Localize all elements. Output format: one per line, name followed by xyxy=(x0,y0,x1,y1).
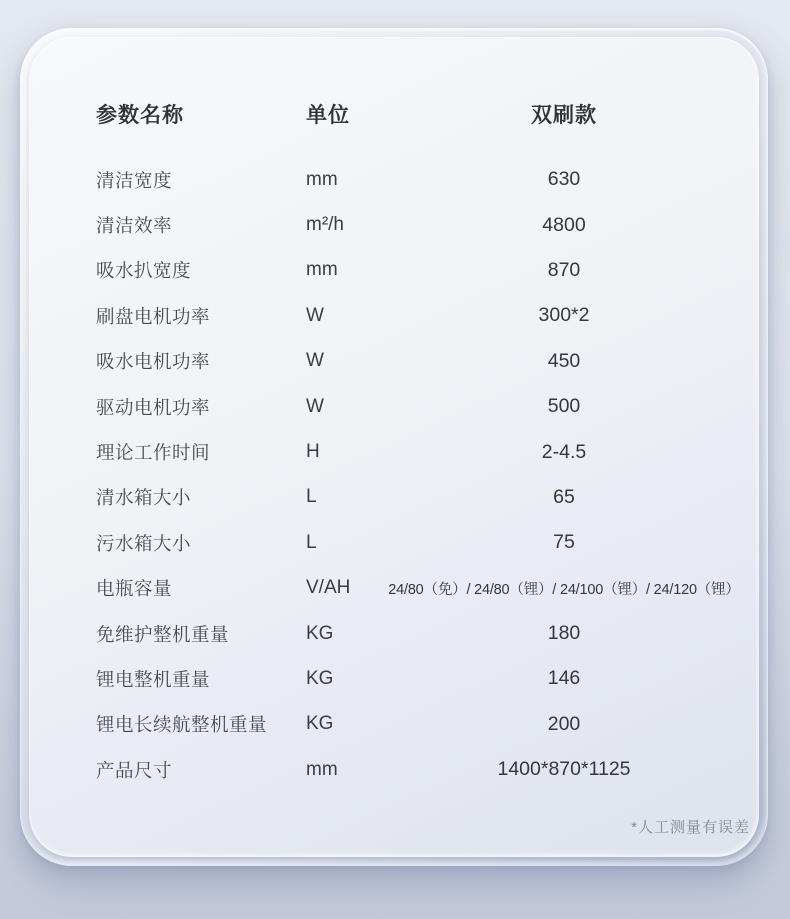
table-row xyxy=(96,520,750,565)
table-row xyxy=(96,339,750,384)
table-row xyxy=(96,702,750,747)
value-cell: 24/80（免）/ 24/80（锂）/ 24/100（锂）/ 24/120（锂） xyxy=(388,581,740,598)
unit-cell: KG xyxy=(306,622,334,644)
param-name-cell: 驱动电机功率 xyxy=(96,396,211,418)
value-cell: 65 xyxy=(553,485,575,508)
spec-card xyxy=(29,37,759,857)
value-cell: 630 xyxy=(547,168,581,191)
table-row xyxy=(96,611,750,656)
unit-cell: L xyxy=(306,486,317,508)
value-cell: 146 xyxy=(547,667,581,690)
unit-cell: W xyxy=(306,350,324,372)
value-cell: 2-4.5 xyxy=(541,440,587,463)
param-name-cell: 理论工作时间 xyxy=(96,442,211,464)
unit-cell: mm xyxy=(306,758,338,780)
param-name-cell: 清水箱大小 xyxy=(96,487,192,509)
param-name-cell: 锂电整机重量 xyxy=(96,668,211,690)
unit-cell: L xyxy=(306,531,317,553)
table-row xyxy=(96,429,750,474)
param-name-cell: 免维护整机重量 xyxy=(96,623,230,645)
param-name-cell: 电瓶容量 xyxy=(96,578,173,600)
table-row xyxy=(96,293,750,338)
header-model: 双刷款 xyxy=(531,104,597,127)
unit-cell: V/AH xyxy=(306,577,351,599)
table-row xyxy=(96,656,750,701)
param-name-cell: 吸水扒宽度 xyxy=(96,260,192,282)
header-unit: 单位 xyxy=(306,104,350,127)
table-row xyxy=(96,202,750,247)
value-cell: 75 xyxy=(553,531,575,554)
table-row xyxy=(96,566,750,611)
param-name-cell: 吸水电机功率 xyxy=(96,351,211,373)
table-row xyxy=(96,747,750,792)
value-cell: 450 xyxy=(547,349,581,372)
value-cell: 200 xyxy=(547,712,581,735)
param-name-cell: 污水箱大小 xyxy=(96,532,192,554)
value-cell: 180 xyxy=(547,622,581,645)
param-name-cell: 锂电长续航整机重量 xyxy=(96,714,268,736)
value-cell: 500 xyxy=(547,395,581,418)
table-row xyxy=(96,475,750,520)
table-header-row xyxy=(96,89,750,139)
spec-card-frame xyxy=(20,28,768,866)
unit-cell: mm xyxy=(306,168,338,190)
unit-cell: m²/h xyxy=(306,214,344,236)
spec-table-body xyxy=(96,157,750,792)
unit-cell: W xyxy=(306,395,324,417)
param-name-cell: 清洁效率 xyxy=(96,215,173,237)
param-name-cell: 清洁宽度 xyxy=(96,169,173,191)
unit-cell: KG xyxy=(306,713,334,735)
value-cell: 1400*870*1125 xyxy=(497,758,631,781)
header-param-name: 参数名称 xyxy=(96,104,184,127)
unit-cell: KG xyxy=(306,667,334,689)
unit-cell: W xyxy=(306,304,324,326)
unit-cell: H xyxy=(306,441,320,463)
measurement-disclaimer: *人工测量有误差 xyxy=(631,819,750,837)
value-cell: 300*2 xyxy=(538,304,590,327)
unit-cell: mm xyxy=(306,259,338,281)
table-row xyxy=(96,157,750,202)
value-cell: 4800 xyxy=(542,213,586,236)
table-row xyxy=(96,384,750,429)
table-row xyxy=(96,248,750,293)
param-name-cell: 刷盘电机功率 xyxy=(96,305,211,327)
value-cell: 870 xyxy=(547,258,581,281)
param-name-cell: 产品尺寸 xyxy=(96,759,173,781)
